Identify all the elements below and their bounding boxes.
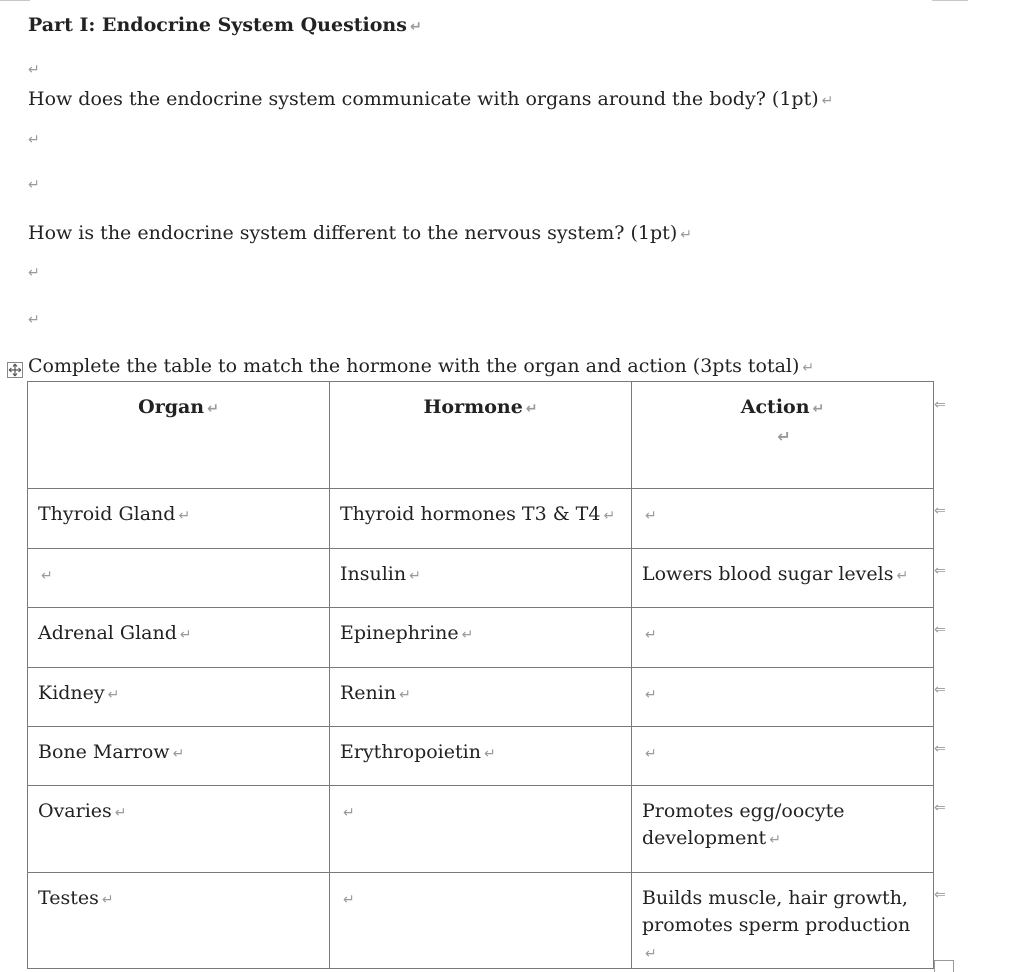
row-end-mark-icon: ⇐ <box>934 503 946 519</box>
hormone-cell[interactable] <box>330 668 632 727</box>
answer-1-line-2[interactable]: ↵ <box>28 177 40 193</box>
question-1[interactable] <box>28 87 833 113</box>
action-value: Lowers blood sugar levels <box>642 563 894 585</box>
table-move-handle-icon[interactable] <box>7 362 23 378</box>
action-cell[interactable] <box>632 608 934 668</box>
table-row <box>28 549 934 608</box>
action-value: Builds muscle, hair growth, promotes sperm production <box>642 887 911 936</box>
cell-mark-icon: ↵ <box>178 508 191 524</box>
row-end-mark-icon: ⇐ <box>934 741 946 757</box>
organ-cell[interactable] <box>28 549 330 608</box>
paragraph-mark-icon: ↵ <box>409 19 422 35</box>
action-cell[interactable] <box>632 668 934 727</box>
action-cell[interactable] <box>632 873 934 969</box>
header-action: Action <box>740 396 810 418</box>
hormone-cell[interactable] <box>330 608 632 668</box>
hormone-value: Insulin <box>340 563 407 585</box>
question-2[interactable] <box>28 221 692 247</box>
action-cell[interactable] <box>632 549 934 608</box>
question-2-text: How is the endocrine system different to the nervous system? (1pt) <box>28 222 678 244</box>
header-hormone: Hormone <box>423 396 523 418</box>
table-instructions-text: Complete the table to match the hormone with the organ and action (3pts total) <box>28 355 800 377</box>
hormone-value: Thyroid hormones T3 & T4 <box>340 503 601 525</box>
cell-mark-icon: ↵ <box>172 746 185 762</box>
cell-mark-icon: ↵ <box>399 687 411 703</box>
action-cell[interactable] <box>632 489 934 549</box>
hormone-table <box>27 381 934 969</box>
cell-mark-icon: ↵ <box>896 568 909 584</box>
organ-cell[interactable] <box>28 608 330 668</box>
row-end-mark-icon: ⇐ <box>934 887 946 903</box>
row-end-mark-icon: ⇐ <box>934 622 946 638</box>
cell-mark-icon: ↵ <box>461 627 474 643</box>
page-corner-marker <box>934 960 954 972</box>
organ-cell[interactable] <box>28 668 330 727</box>
table-row <box>28 727 934 786</box>
hormone-value: Erythropoietin <box>340 741 481 763</box>
page-edge-top-right <box>932 0 968 1</box>
heading-text: Part I: Endocrine System Questions <box>28 14 407 36</box>
paragraph-mark-icon: ↵ <box>821 93 834 109</box>
header-hormone-cell[interactable] <box>330 382 632 489</box>
hormone-value: Renin <box>340 682 397 704</box>
cell-mark-icon: ↵ <box>812 401 825 417</box>
page-edge-top-left <box>0 0 30 1</box>
cell-mark-icon: ↵ <box>101 892 114 908</box>
header-organ-cell[interactable] <box>28 382 330 489</box>
cell-mark-icon: ↵ <box>409 568 421 584</box>
table-header-row <box>28 382 934 489</box>
cell-mark-icon: ↵ <box>41 568 53 584</box>
row-end-mark-icon: ⇐ <box>934 397 946 413</box>
cell-mark-icon: ↵ <box>645 627 657 643</box>
cell-mark-icon: ↵ <box>645 508 657 524</box>
empty-paragraph[interactable]: ↵ <box>28 62 40 78</box>
cell-mark-icon: ↵ <box>645 687 657 703</box>
hormone-cell[interactable] <box>330 489 632 549</box>
header-organ: Organ <box>138 396 205 418</box>
cell-mark-icon: ↵ <box>114 805 127 821</box>
cell-mark-icon: ↵ <box>525 401 538 417</box>
table-instructions[interactable] <box>28 354 814 380</box>
table-row <box>28 786 934 873</box>
hormone-value: Epinephrine <box>340 622 459 644</box>
answer-1-line-1[interactable]: ↵ <box>28 132 40 148</box>
header-action-cell[interactable] <box>632 382 934 489</box>
organ-value: Adrenal Gland <box>38 622 177 644</box>
cell-mark-icon: ↵ <box>343 805 355 821</box>
action-cell[interactable] <box>632 786 934 873</box>
table-row <box>28 608 934 668</box>
table-row <box>28 668 934 727</box>
organ-value: Kidney <box>38 682 105 704</box>
hormone-cell[interactable] <box>330 873 632 969</box>
organ-value: Testes <box>38 887 99 909</box>
row-end-mark-icon: ⇐ <box>934 682 946 698</box>
action-value: Promotes egg/oocyte development <box>642 800 845 849</box>
organ-cell[interactable] <box>28 873 330 969</box>
cell-mark-icon: ↵ <box>179 627 192 643</box>
cell-mark-icon: ↵ <box>645 946 657 962</box>
cell-mark-icon: ↵ <box>769 832 781 848</box>
answer-2-line-1[interactable]: ↵ <box>28 265 40 281</box>
row-end-mark-icon: ⇐ <box>934 800 946 816</box>
organ-value: Ovaries <box>38 800 112 822</box>
organ-cell[interactable] <box>28 727 330 786</box>
cell-mark-icon: ↵ <box>343 892 355 908</box>
organ-cell[interactable] <box>28 786 330 873</box>
cell-mark-icon: ↵ <box>777 427 791 446</box>
hormone-cell[interactable] <box>330 786 632 873</box>
cell-mark-icon: ↵ <box>645 746 657 762</box>
table-row <box>28 873 934 969</box>
cell-mark-icon: ↵ <box>483 746 496 762</box>
hormone-cell[interactable] <box>330 727 632 786</box>
question-1-text: How does the endocrine system communicate with organs around the body? (1pt) <box>28 88 819 110</box>
action-cell[interactable] <box>632 727 934 786</box>
organ-value: Thyroid Gland <box>38 503 176 525</box>
organ-value: Bone Marrow <box>38 741 170 763</box>
organ-cell[interactable] <box>28 489 330 549</box>
cell-mark-icon: ↵ <box>107 687 120 703</box>
paragraph-mark-icon: ↵ <box>680 227 692 243</box>
cell-mark-icon: ↵ <box>603 508 616 524</box>
section-heading[interactable] <box>28 13 422 39</box>
answer-2-line-2[interactable]: ↵ <box>28 312 40 328</box>
cell-mark-icon: ↵ <box>207 401 219 417</box>
paragraph-mark-icon: ↵ <box>802 360 815 376</box>
row-end-mark-icon: ⇐ <box>934 563 946 579</box>
table-row <box>28 489 934 549</box>
hormone-cell[interactable] <box>330 549 632 608</box>
